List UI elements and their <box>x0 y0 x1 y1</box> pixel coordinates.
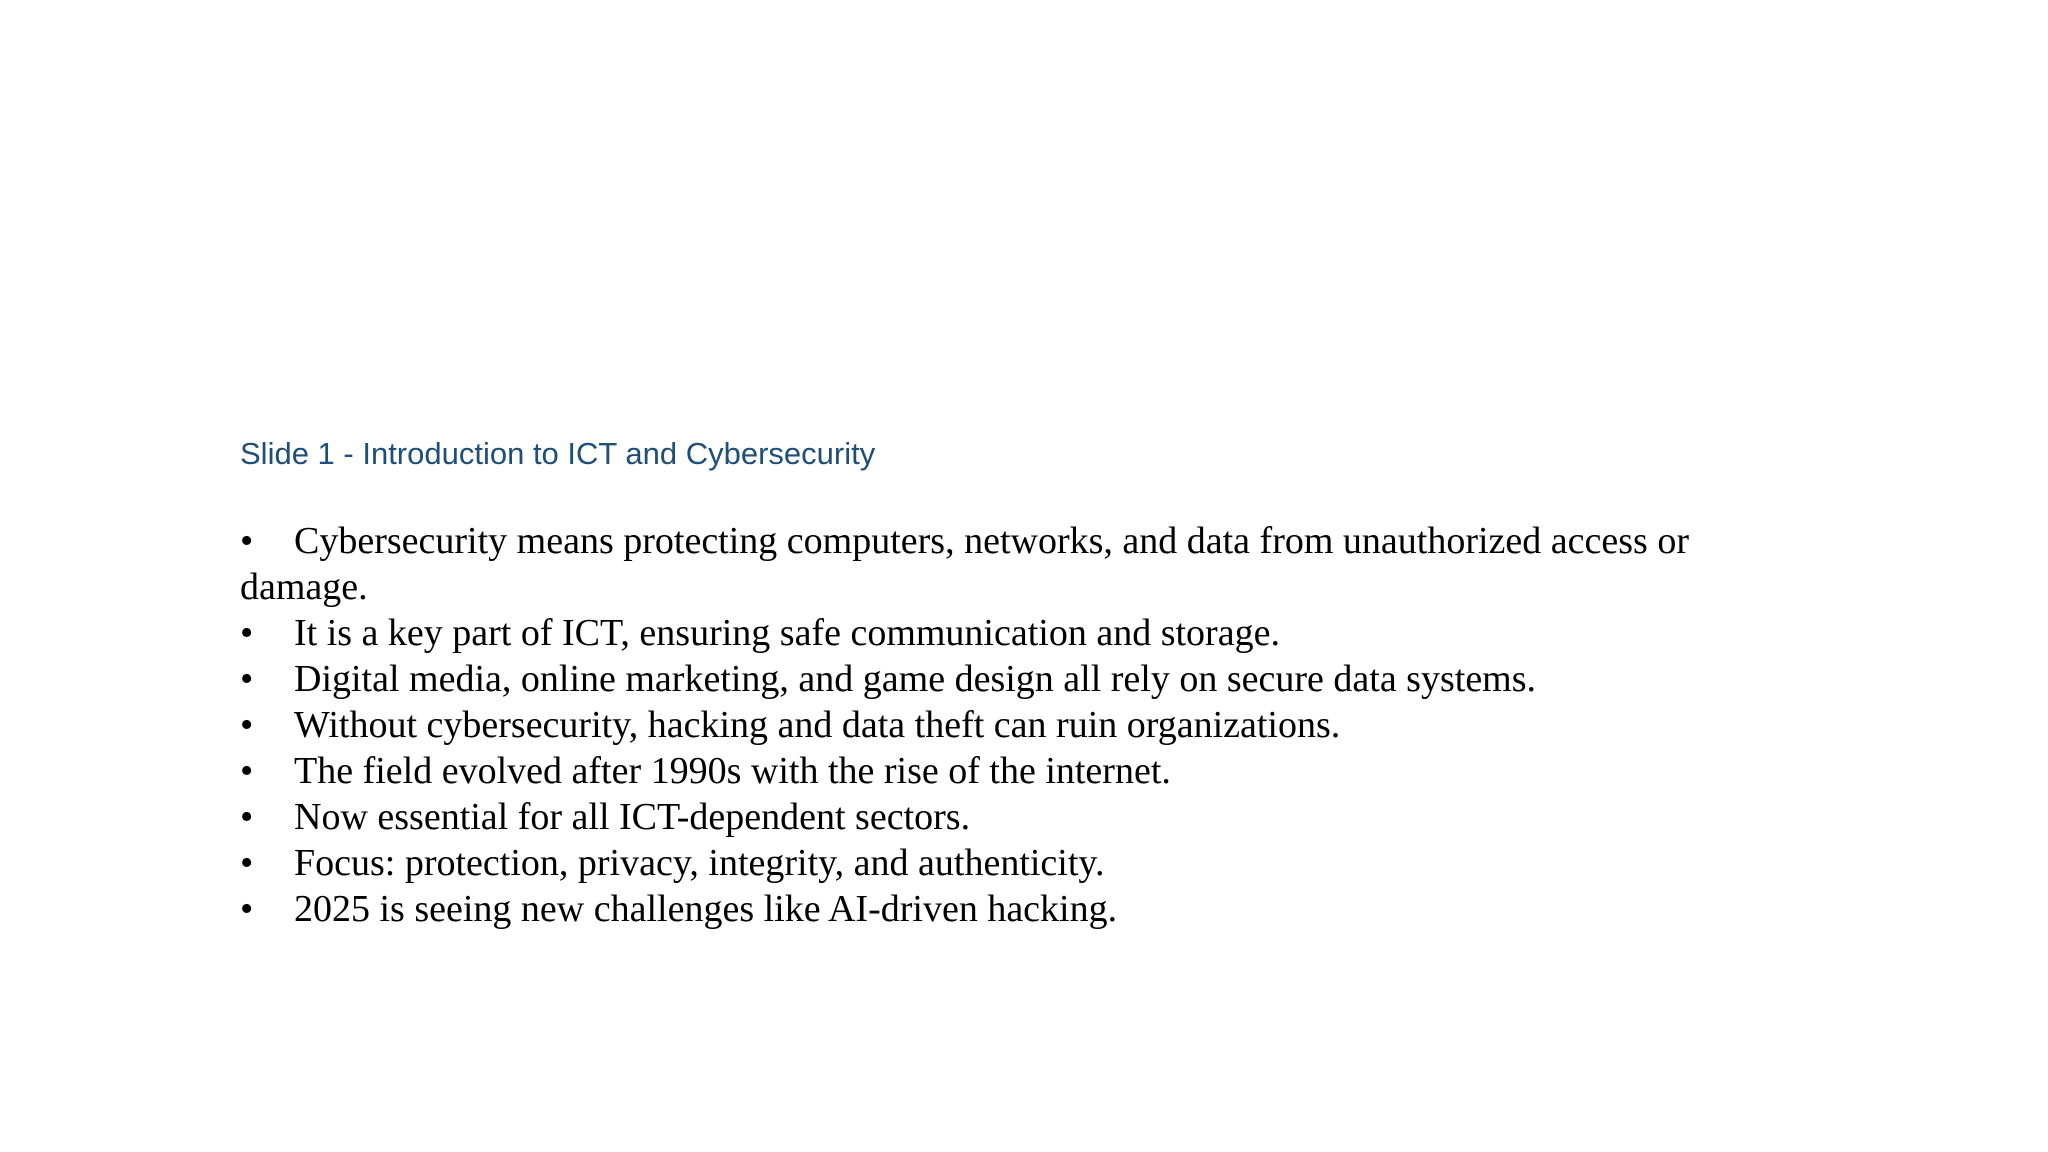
bullet-item <box>240 886 1800 932</box>
bullet-marker: • <box>240 658 254 700</box>
bullet-text: 2025 is seeing new challenges like AI-driven hacking. <box>294 888 1118 930</box>
bullet-text: The field evolved after 1990s with the rise of the internet. <box>294 750 1171 792</box>
bullet-marker: • <box>240 520 254 562</box>
bullet-item <box>240 518 1800 610</box>
bullet-item <box>240 748 1800 794</box>
bullet-text: Now essential for all ICT-dependent sectors. <box>294 796 971 838</box>
bullet-marker: • <box>240 796 254 838</box>
bullet-marker: • <box>240 612 254 654</box>
bullet-item <box>240 610 1800 656</box>
bullet-text: Without cybersecurity, hacking and data theft can ruin organizations. <box>294 704 1341 746</box>
bullet-item <box>240 656 1800 702</box>
bullet-marker: • <box>240 888 254 930</box>
bullet-text: Digital media, online marketing, and game design all rely on secure data systems. <box>294 658 1537 700</box>
bullet-marker: • <box>240 842 254 884</box>
bullet-text: It is a key part of ICT, ensuring safe communication and storage. <box>294 612 1280 654</box>
bullet-text: Focus: protection, privacy, integrity, and authenticity. <box>294 842 1105 884</box>
slide-title: Slide 1 - Introduction to ICT and Cybersecurity <box>240 436 876 471</box>
bullet-item <box>240 840 1800 886</box>
bullet-marker: • <box>240 704 254 746</box>
bullet-item <box>240 702 1800 748</box>
bullet-marker: • <box>240 750 254 792</box>
bullet-text: Cybersecurity means protecting computers, networks, and data from unauthorized access or damage. <box>240 520 1689 608</box>
bullet-item <box>240 794 1800 840</box>
bullet-list <box>240 518 1800 932</box>
